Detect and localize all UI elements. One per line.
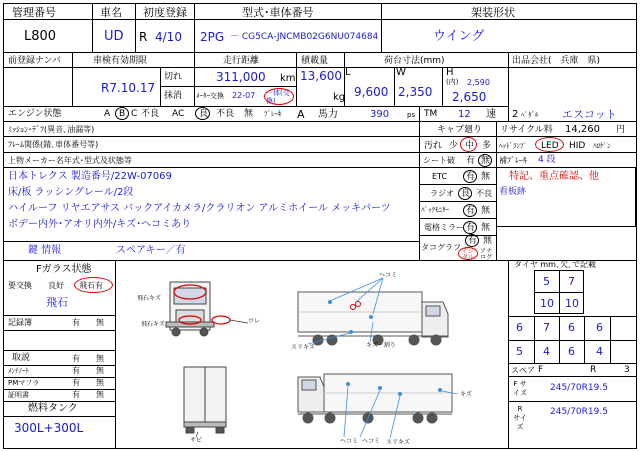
- label-aux-brake: 補ﾌﾞﾚｰｷ: [499, 156, 527, 165]
- divider: [92, 4, 93, 52]
- glass-title: Fガラス状態: [36, 264, 92, 275]
- note-side-dent: ヘコミ: [379, 272, 398, 279]
- pm-no: 無: [96, 378, 104, 387]
- spare-r-val: 3: [624, 365, 630, 375]
- divider: [508, 340, 636, 341]
- divider: [160, 67, 161, 106]
- etc-selected: [463, 170, 477, 183]
- label-torisetsu: 取説: [12, 353, 31, 363]
- dirt-selected: [460, 137, 477, 152]
- tacho-selected: [465, 234, 479, 247]
- label-tm: TM: [424, 109, 438, 119]
- divider: [4, 167, 496, 168]
- pm-yes: 有: [72, 378, 80, 387]
- label-dimensions: 荷台寸法(mm): [384, 56, 445, 66]
- label-mileage: 走行距離: [223, 56, 260, 66]
- divider: [508, 376, 636, 377]
- tire-r1-3: 6: [568, 321, 575, 334]
- glass-replace: 要交換: [8, 281, 32, 290]
- engine-grade-b: B: [119, 109, 126, 119]
- note-side-rust: スリキズ: [291, 344, 315, 351]
- divider: [4, 67, 636, 68]
- label-pm: PMマフラ: [8, 379, 40, 387]
- label-seller: 出品会社( 兵庫 県): [512, 56, 601, 66]
- divider: [72, 52, 73, 106]
- body-type: ウイング: [433, 29, 485, 44]
- r-size: 245/70R19.5: [550, 407, 608, 417]
- divider: [4, 19, 636, 20]
- label-pedal: ﾍﾟﾀﾞﾙ: [521, 111, 539, 119]
- label-engine: エンジン状態: [8, 109, 62, 119]
- label-spare: スペア: [511, 366, 535, 375]
- note-front-stone: 飛石キズ: [141, 321, 165, 328]
- hp-val: 390: [370, 109, 390, 120]
- dirt-low: 少: [449, 141, 459, 151]
- inspection-date: R7.10.17: [101, 81, 156, 95]
- dim-h-top: 2,590: [467, 78, 490, 87]
- label-tacho: タコグラフ: [421, 243, 461, 252]
- divider: [4, 350, 115, 351]
- capacity-top: 13,600: [300, 69, 342, 83]
- side-view: [298, 292, 448, 345]
- label-body-type: 架装形状: [471, 6, 515, 19]
- torisetsu-no: 無: [96, 354, 104, 363]
- etc-yes: 有: [466, 172, 476, 182]
- divider: [4, 401, 115, 402]
- note-side-scratch: キズ・割り: [366, 342, 396, 349]
- spare-f: F: [538, 365, 544, 375]
- maint-no: 無: [96, 366, 104, 375]
- backmon-no: 無: [481, 206, 491, 216]
- label-prev-plate: 前登録ナンバ: [8, 56, 61, 66]
- label-model: 型式･車体番号: [242, 6, 314, 19]
- label-inspection: 車検有効期限: [93, 56, 148, 66]
- divider: [4, 241, 419, 242]
- divider: [4, 136, 636, 137]
- glass-chip: 飛石有: [79, 281, 103, 290]
- headlamp-led: LED: [541, 141, 559, 151]
- label-fuel: 燃料タンク: [28, 403, 78, 414]
- tacho-digital: デジタル: [462, 248, 475, 261]
- capacity: 9,600: [354, 85, 389, 99]
- label-hp: 馬力: [318, 109, 338, 120]
- capacity-unit: kg: [333, 92, 346, 103]
- reg-era: R: [139, 30, 148, 44]
- pedal-val: エスコット: [562, 108, 617, 121]
- f-size: 245/70R19.5: [550, 383, 608, 393]
- front-view: [166, 282, 214, 336]
- divider: [4, 106, 508, 107]
- divider: [534, 292, 584, 293]
- radio-selected: [458, 187, 472, 200]
- backmon-yes: 有: [466, 206, 476, 216]
- dim-h: 2,650: [452, 90, 487, 104]
- dim-w: 2,350: [398, 85, 433, 99]
- special-detail: 看板跡: [499, 187, 527, 197]
- note-front-flying: 飛石キズ: [137, 295, 161, 302]
- label-record: 記録簿: [8, 318, 32, 327]
- model-code: 2PG: [200, 30, 225, 44]
- label-recycle: リサイクル料: [500, 125, 553, 135]
- label-etc: ETC: [432, 172, 448, 181]
- divider: [610, 316, 611, 363]
- label-key: 鍵 情報: [28, 245, 62, 256]
- meter-note: 一体(交換): [266, 89, 290, 105]
- glass-selected: [74, 277, 113, 293]
- ac-none: 無: [244, 109, 254, 119]
- brake-val: A: [297, 108, 305, 121]
- note-bottom-scratch: キズ: [460, 391, 472, 398]
- tm-unit: 速: [486, 109, 496, 120]
- reg-date: 4/10: [155, 30, 182, 44]
- spare-r: R: [590, 365, 597, 375]
- label-back-monitor: ﾊﾞｯｸﾓﾆﾀｰ: [421, 206, 449, 214]
- label-cert: 証明書: [8, 391, 29, 399]
- divider: [534, 316, 535, 363]
- label-frame: ﾌﾚｰﾑ関係(錆､車体番号等): [8, 140, 99, 149]
- meter-date: 22-07: [232, 91, 256, 100]
- divider: [508, 106, 509, 121]
- headlamp-hid: HID: [569, 141, 586, 151]
- divider: [394, 67, 395, 106]
- mgmt-no: L800: [24, 29, 57, 44]
- tire-f-l2: 10: [540, 297, 554, 310]
- label-maint: ﾒﾝﾃﾉｰﾄ: [8, 367, 29, 375]
- torisetsu-yes: 有: [72, 354, 80, 363]
- roof-info: ハイルーフ リヤエアサス バックアイカメラ/クラリオン アルミホイール メッキパーツ: [8, 203, 391, 214]
- record-yes: 有: [72, 318, 80, 327]
- divider: [4, 330, 115, 331]
- tire-r1-4: 6: [596, 321, 603, 334]
- seat-no: 無: [481, 156, 491, 166]
- divider: [508, 52, 509, 106]
- note-bottom-dent2: ヘコミ: [362, 438, 381, 445]
- label-capacity: 積載量: [301, 56, 329, 66]
- glass-val: 飛石: [46, 296, 68, 309]
- label-cab: キャブ廻り: [437, 125, 483, 135]
- headlamp-selected: [535, 137, 564, 152]
- divider: [4, 416, 115, 417]
- note-rear-sabi: サビ: [190, 437, 203, 444]
- divider: [419, 121, 420, 260]
- etc-no: 無: [481, 172, 491, 182]
- recycle-unit: 円: [616, 125, 626, 135]
- tire-f-r1: 7: [568, 275, 575, 288]
- record-no: 無: [96, 318, 104, 327]
- note-bottom-dent1: ヘコミ: [340, 438, 359, 445]
- cert-no: 無: [96, 390, 104, 399]
- aux-brake-val: 4 段: [538, 155, 556, 165]
- label-mgmt-no: 管理番号: [12, 6, 56, 19]
- note-front-wa: ワレ: [248, 318, 261, 325]
- tacho-analog: アナログ: [480, 248, 493, 261]
- label-massho: 抹消: [164, 91, 183, 101]
- dirt-mid: 中: [465, 141, 475, 151]
- ac-selected: [195, 107, 210, 120]
- divider: [419, 218, 496, 219]
- divider: [442, 67, 443, 106]
- tacho-digital-circle: [458, 247, 478, 260]
- divider: [4, 152, 636, 153]
- radio-good: 良: [461, 189, 471, 199]
- engine-grade-a: A: [104, 109, 111, 119]
- tire-r2-1: 5: [516, 345, 523, 358]
- tire-header: タイヤ mm､欠､で記載: [514, 260, 596, 269]
- tacho-yes: 有: [468, 236, 478, 246]
- floor-info: 床/板 ラッシングレール/2段: [8, 187, 134, 198]
- tire-f-l1: 5: [543, 275, 550, 288]
- label-mission: ﾐｯｼｮﾝ･ﾃﾞﾌ(異音､油漏等): [8, 125, 95, 134]
- tire-f-r2: 10: [565, 297, 579, 310]
- divider: [4, 121, 636, 122]
- dirt-high: 多: [482, 141, 492, 151]
- tire-r2-3: 6: [568, 345, 575, 358]
- divider: [4, 52, 636, 53]
- rear-view: [184, 367, 226, 433]
- label-seat: シート破: [423, 156, 455, 165]
- recycle-val: 14,260: [565, 124, 600, 135]
- body-info: ボデー内外･アオリ内外/キズ･ヘコミあり: [8, 219, 192, 230]
- engine-bad: 不良: [141, 109, 160, 119]
- mirror-selected: [463, 221, 477, 234]
- cert-yes: 有: [72, 390, 80, 399]
- label-radio: ラジオ: [430, 189, 454, 198]
- divider: [419, 106, 420, 121]
- seat-selected: [478, 154, 492, 167]
- divider: [135, 4, 136, 52]
- chassis-no: － CG5CA-JNCMB02G6NU074684: [230, 32, 379, 42]
- backmon-selected: [463, 204, 477, 217]
- label-ac: AC: [172, 109, 185, 119]
- side-view-2: [298, 374, 452, 423]
- label-dirt: 汚れ: [424, 141, 443, 151]
- dim-h-label: H: [446, 67, 454, 78]
- engine-grade-selected: [115, 107, 129, 120]
- dim-l-label: L: [345, 67, 351, 78]
- divider: [296, 52, 297, 106]
- label-headlamp: ﾍｯﾄﾞﾗﾝﾌﾟ: [499, 142, 527, 150]
- divider: [419, 184, 496, 185]
- divider: [381, 4, 382, 52]
- special-note: 特記、重点確認、他: [509, 171, 599, 182]
- tacho-no: 無: [483, 236, 493, 246]
- divider: [584, 316, 585, 363]
- label-meter-change: ﾒｰﾀｰ交換: [196, 92, 224, 100]
- dim-w-label: W: [396, 67, 406, 78]
- builder-info: 日本トレクス 製造番号/22W-07069: [8, 171, 172, 182]
- seat-yes: 有: [466, 156, 476, 166]
- tire-r1-1: 6: [516, 321, 523, 334]
- divider: [508, 316, 636, 317]
- dim-h-sub: (内): [446, 78, 459, 86]
- pedal-num: 2: [512, 109, 519, 120]
- label-brake: ﾌﾞﾚｰｷ: [264, 110, 282, 118]
- tire-r1-2: 7: [543, 321, 550, 334]
- label-first-reg: 初度登録: [143, 6, 187, 19]
- fuel-val: 300L+300L: [14, 421, 84, 435]
- label-kiri: 切れ: [164, 72, 183, 82]
- engine-grade-c: C: [131, 109, 138, 119]
- divider: [194, 4, 195, 52]
- mileage: 311,000: [216, 70, 266, 84]
- tire-r2-2: 4: [543, 345, 550, 358]
- vehicle-diagram: [118, 262, 506, 447]
- ac-bad: 不良: [216, 109, 235, 119]
- divider: [115, 260, 116, 449]
- headlamp-halogen: ﾊﾛｹﾞﾝ: [593, 142, 611, 150]
- divider: [4, 315, 115, 316]
- mirror-no: 無: [481, 223, 491, 233]
- ac-good: 良: [199, 109, 209, 119]
- label-mirror: 電格ミラー: [424, 223, 464, 232]
- label-f-size: F サイズ: [513, 380, 527, 397]
- meter-note-circle: [264, 88, 294, 105]
- divider: [508, 401, 636, 402]
- tm-val: 12: [458, 109, 471, 120]
- mirror-yes: 有: [466, 223, 476, 233]
- divider: [559, 316, 560, 363]
- label-make: 車名: [100, 6, 122, 19]
- divider: [508, 363, 636, 364]
- mileage-unit: km: [280, 73, 296, 84]
- divider: [419, 201, 496, 202]
- label-r-size: R サイズ: [513, 405, 527, 431]
- divider: [160, 86, 296, 87]
- label-upper-maker: 上物メーカー名年式･型式及状態等: [8, 156, 132, 165]
- hp-unit: ps: [407, 111, 416, 119]
- note-bottom-rust: スリキズ: [386, 439, 410, 446]
- divider: [194, 52, 195, 106]
- make: UD: [104, 29, 124, 44]
- key-val: スペアキー／有: [116, 245, 186, 256]
- maint-yes: 有: [72, 366, 80, 375]
- glass-good: 良好: [48, 281, 64, 290]
- tire-r2-4: 4: [596, 345, 603, 358]
- divider: [508, 260, 509, 449]
- radio-bad: 不良: [476, 189, 492, 198]
